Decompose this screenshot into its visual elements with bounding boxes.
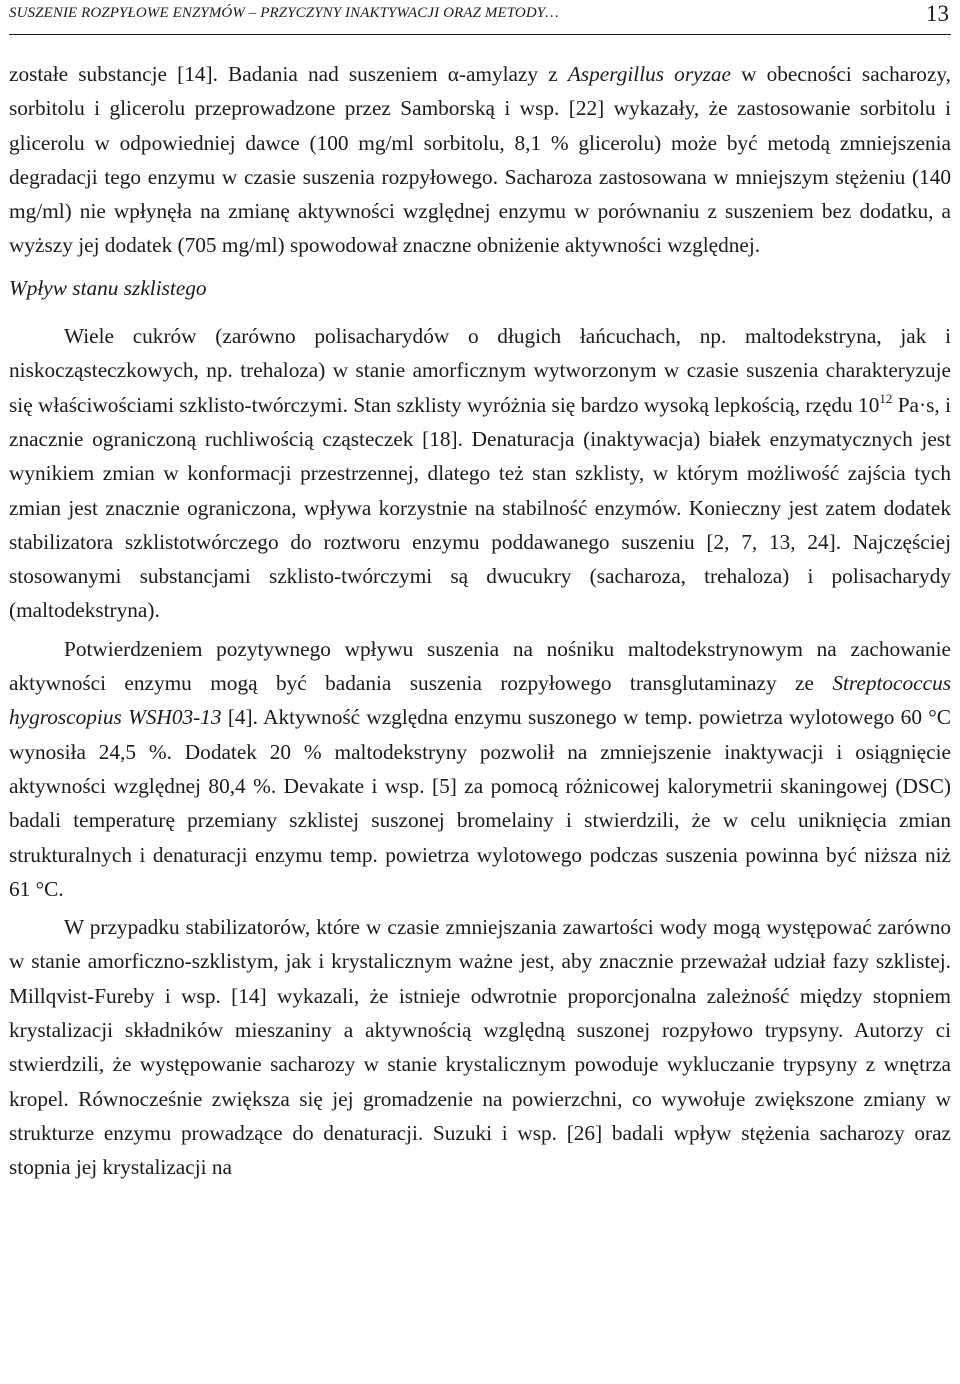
running-title: SUSZENIE ROZPYŁOWE ENZYMÓW – PRZYCZYNY INAKTYWACJI ORAZ METODY…: [9, 5, 559, 21]
paragraph-3-text-a: Potwierdzeniem pozytywnego wpływu suszenia na nośniku maltodekstrynowym na zachowanie aktywności enzymu mogą być badania suszenia rozpyłowego transglutaminazy ze: [9, 636, 951, 696]
paragraph-2-text-b: Pa·s, i znacznie ograniczoną ruchliwością cząsteczek [18]. Denaturacja (inaktywacja) białek enzymatycznych jest wynikiem zmian w konformacji przestrzennej, dlatego też stan szklisty, w którym możliwość zajścia tych zmian jest znacznie ograniczona, wpływa korzystnie na stabilność enzymów. Konieczny jest zatem dodatek stabilizatora szklistotwórczego do roztworu enzymu poddawanego suszeniu [2, 7, 13, 24]. Najczęściej stosowanymi substancjami szklisto-twórczymi są dwucukry (sacharoza, trehaloza) i polisacharydy (maltodekstryna).: [9, 392, 951, 623]
species-name: Aspergillus oryzae: [567, 62, 731, 86]
paragraph-2-text-a: Wiele cukrów (zarówno polisacharydów o długich łańcuchach, np. maltodekstryna, jak i niskocząsteczkowych, np. trehaloza) w stanie amorficznym wytworzonym w czasie suszenia charakteryzuje się właściwościami szklisto-twórczymi. Stan szklisty wyróżnia się bardzo wysoką lepkością, rzędu 10: [9, 324, 951, 417]
paragraph-1-text-b: w obecności sacharozy, sorbitolu i glicerolu przeprowadzone przez Samborską i wsp. [22] wykazały, że zastosowanie sorbitolu i glicerolu w odpowiedniej dawce (100 mg/ml sorbitolu, 8,1 % glicerolu) może być metodą zmniejszenia degradacji tego enzymu w czasie suszenia rozpyłowego. Sacharoza zastosowana w mniejszym stężeniu (140 mg/ml) nie wpłynęła na zmianę aktywności względnej enzymu w porównaniu z suszeniem bez dodatku, a wyższy jej dodatek (705 mg/ml) spowodował znaczne obniżenie aktywności względnej.: [9, 62, 951, 258]
paragraph-4-text: W przypadku stabilizatorów, które w czasie zmniejszania zawartości wody mogą występować zarówno w stanie amorficzno-szklistym, jak i krystalicznym ważne jest, aby znacznie przeważał udział fazy szklistej. Millqvist-Fureby i wsp. [14] wykazali, że istnieje odwrotnie proporcjonalna zależność między stopniem krystalizacji składników mieszaniny a aktywnością względną suszonej rozpyłowo trypsyny. Autorzy ci stwierdzili, że występowanie sacharozy w stanie krystalicznym powoduje wykluczanie trypsyny z wnętrza kropel. Równocześnie zwiększa się jej gromadzenie na powierzchni, co wywołuje zwiększone zmiany w strukturze enzymu prowadzące do denaturacji. Suzuki i wsp. [26] badali wpływ stężenia sacharozy oraz stopnia jej krystalizacji na: [9, 915, 951, 1180]
strain-name: Streptococcus hygroscopius WSH03-13: [9, 671, 951, 730]
paragraph-2: [9, 319, 951, 628]
paragraph-3: [9, 632, 951, 906]
document-page: [9, 0, 951, 1185]
paragraph-1: [9, 57, 951, 263]
paragraph-1-text-a: zostałe substancje [14]. Badania nad suszeniem α-amylazy z: [9, 62, 568, 86]
body-text: [9, 57, 951, 1185]
paragraph-4: [9, 910, 951, 1184]
exponent: 12: [879, 390, 893, 406]
page-header: [9, 0, 951, 35]
page-number: 13: [926, 1, 949, 26]
paragraph-3-text-b: [4]. Aktywność względna enzymu suszonego w temp. powietrza wylotowego 60 °C wynosiła 24,5 %. Dodatek 20 % maltodekstryny pozwolił na zmniejszenie inaktywacji i osiągnięcie aktywności względnej 80,4 %. Devakate i wsp. [5] za pomocą różnicowej kalorymetrii skaningowej (DSC) badali temperaturę przemiany szklistej suszonej bromelainy i stwierdzili, że w celu uniknięcia zmian strukturalnych i denaturacji enzymu temp. powietrza wylotowego podczas suszenia powinna być niższa niż 61 °C.: [9, 705, 951, 901]
section-subheading: Wpływ stanu szklistego: [9, 275, 207, 300]
